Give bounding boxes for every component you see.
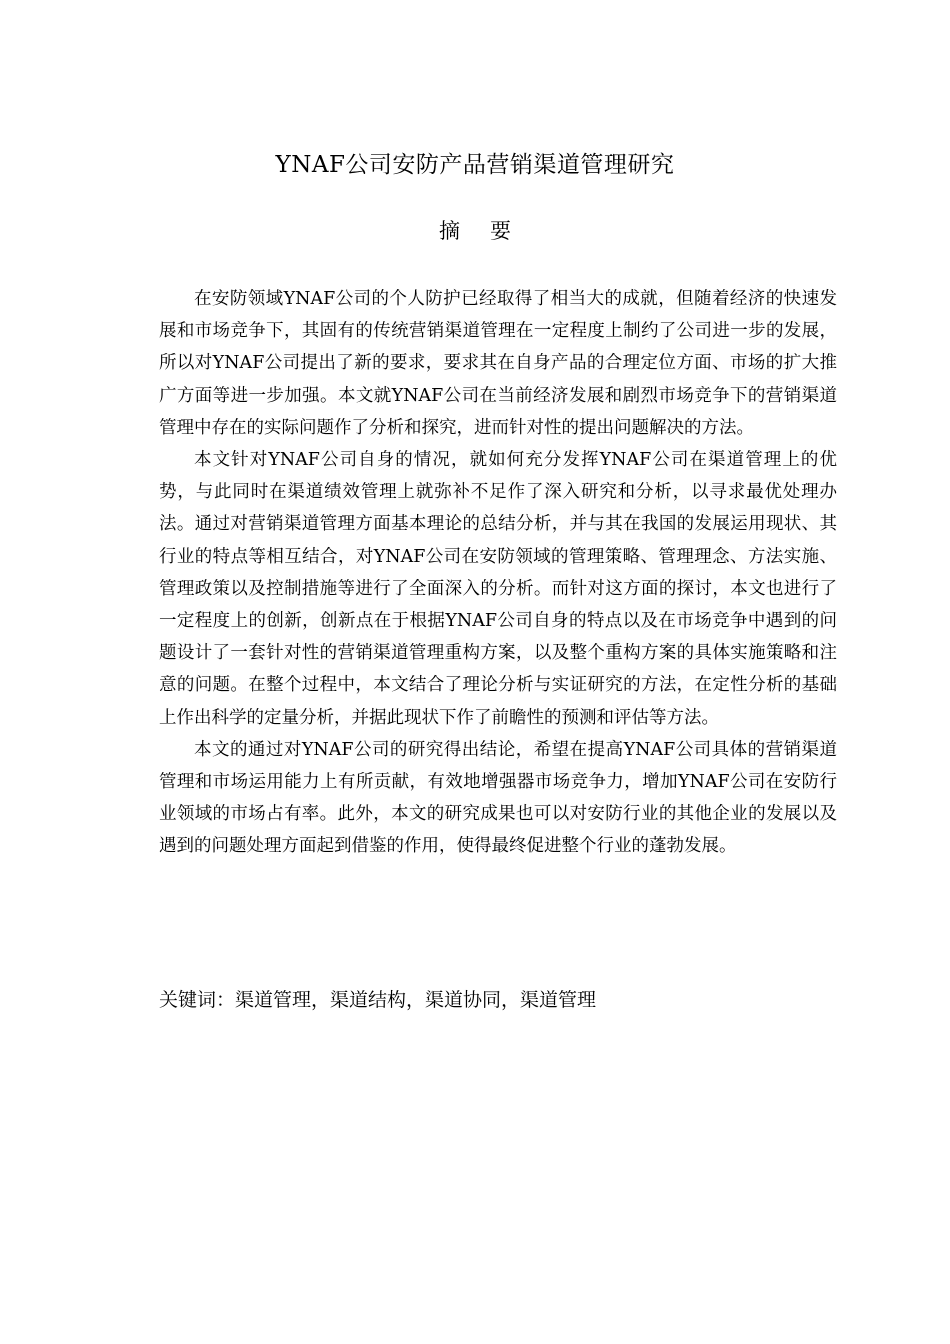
abstract-body — [159, 283, 837, 863]
abstract-heading — [0, 216, 950, 246]
keywords-text: 渠道管理，渠道结构，渠道协同，渠道管理 — [235, 989, 597, 1011]
keywords-label: 关键词： — [159, 989, 236, 1011]
abstract-paragraph: 本文的通过对YNAF公司的研究得出结论，希望在提高YNAF公司具体的营销渠道管理和市场运用能力上有所贡献，有效地增强器市场竞争力，增加YNAF公司在安防行业领域的市场占有率。此外，本文的研究成果也可以对安防行业的其他企业的发展以及遇到的问题处理方面起到借鉴的作用，使得最终促进整个行业的蓬勃发展。 — [159, 739, 837, 857]
keywords-line — [159, 984, 839, 1016]
abstract-heading-char-2: 要 — [490, 219, 511, 243]
abstract-paragraph: 在安防领域YNAF公司的个人防护已经取得了相当大的成就，但随着经济的快速发展和市场竞争下，其固有的传统营销渠道管理在一定程度上制约了公司进一步的发展，所以对YNAF公司提出了新的要求，要求其在自身产品的合理定位方面、市场的扩大推广方面等进一步加强。本文就YNAF公司在当前经济发展和剧烈市场竞争下的营销渠道管理中存在的实际问题作了分析和探究，进而针对性的提出问题解决的方法。 — [159, 289, 837, 438]
document-title: YNAF公司安防产品营销渠道管理研究 — [275, 152, 675, 178]
abstract-heading-char-1: 摘 — [439, 219, 460, 243]
abstract-paragraph: 本文针对YNAF公司自身的情况，就如何充分发挥YNAF公司在渠道管理上的优势，与此同时在渠道绩效管理上就弥补不足作了深入研究和分析，以寻求最优处理办法。通过对营销渠道管理方面基本理论的总结分析，并与其在我国的发展运用现状、其行业的特点等相互结合，对YNAF公司在安防领域的管理策略、管理理念、方法实施、管理政策以及控制措施等进行了全面深入的分析。而针对这方面的探讨，本文也进行了一定程度上的创新，创新点在于根据YNAF公司自身的特点以及在市场竞争中遇到的问题设计了一套针对性的营销渠道管理重构方案，以及整个重构方案的具体实施策略和注意的问题。在整个过程中，本文结合了理论分析与实证研究的方法，在定性分析的基础上作出科学的定量分析，并据此现状下作了前瞻性的预测和评估等方法。 — [159, 450, 837, 728]
